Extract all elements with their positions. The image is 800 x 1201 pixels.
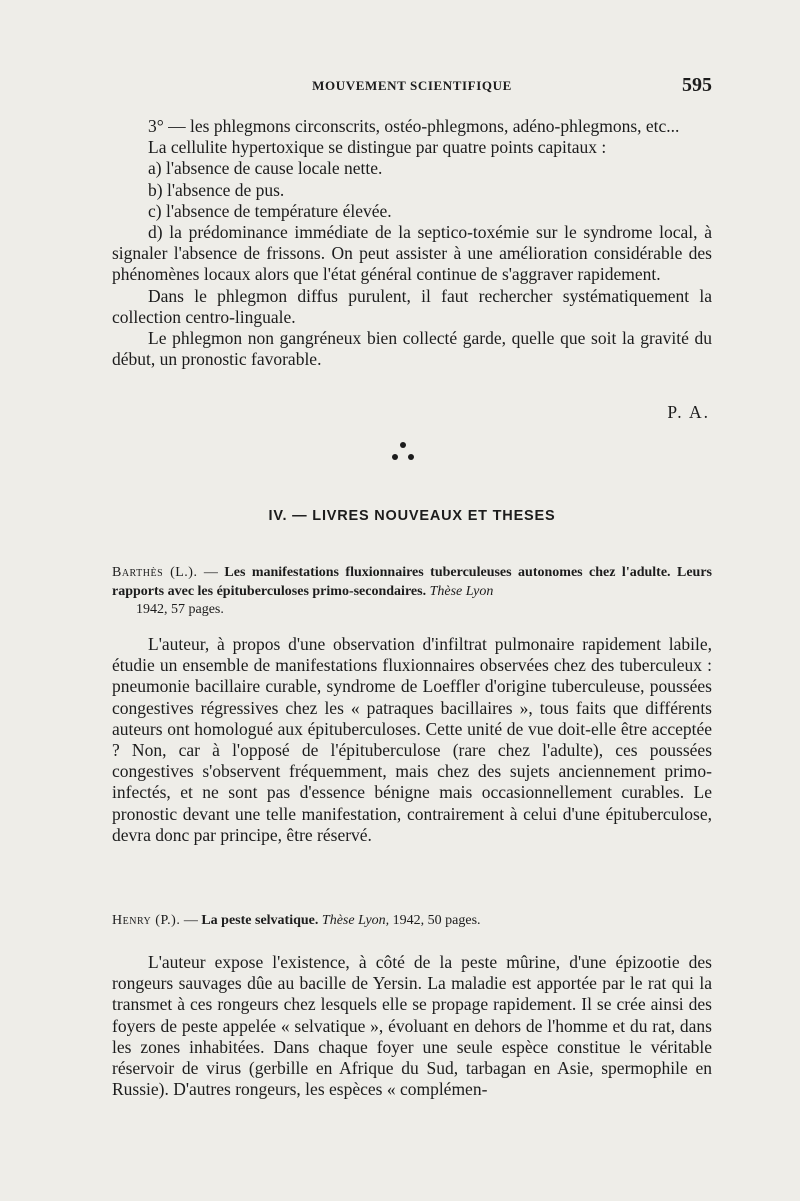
reference-henry bbox=[112, 912, 712, 931]
review-henry bbox=[112, 952, 712, 1100]
ref-details: 1942, 57 pages. bbox=[136, 602, 224, 617]
ref-title: La peste selvatique. bbox=[201, 913, 319, 928]
running-title: MOUVEMENT SCIENTIFIQUE bbox=[312, 78, 512, 93]
section-title: IV. — LIVRES NOUVEAUX ET THESES bbox=[268, 508, 556, 524]
review-paragraph: L'auteur, à propos d'une observation d'infiltrat pulmonaire rapidement labile, étudie un ensemble de manifestations fluxionnaires observées chez des tuberculeux : pneumonie bacillaire curable, syndrome de Loeffler d'origine tuberculeuse, poussées congestives régressives chez les « patraques bacillaires », tous faits que différents auteurs ont homologué aux épituberculoses. Cette unité de vue doit-elle être acceptée ? Non, car à l'opposé de l'épituberculose (rare chez l'adulte), ces poussées congestives s'observent fréquemment, mais chez des sujets anciennement primo-infectés, et ne sont pas d'essence bénigne mais occasionnellement curables. Le pronostic devant une telle manifestation, contrairement à celui d'une épituberculose, devra donc par principe, être réservé. bbox=[112, 634, 712, 845]
paragraph-cellulite: La cellulite hypertoxique se distingue par quatre points capitaux : bbox=[148, 137, 607, 158]
ref-dash: — bbox=[197, 565, 225, 580]
page-number: 595 bbox=[682, 74, 712, 96]
paragraph-pronostic: Le phlegmon non gangréneux bien collecté garde, quelle que soit la gravité du début, un pronostic favorable. bbox=[112, 328, 712, 370]
paragraph-d: d) la prédominance immédiate de la septico-toxémie sur le syndrome local, à signaler l'absence de frissons. On peut assister à une amélioration considérable des phénomènes locaux alors que l'état général continue de s'aggraver rapidement. bbox=[112, 222, 712, 285]
list-item-b: b) l'absence de pus. bbox=[148, 179, 285, 200]
ref-author: Henry (P.). bbox=[112, 913, 181, 928]
list-item-c: c) l'absence de température élevée. bbox=[148, 200, 392, 221]
ref-publication: Thèse Lyon, bbox=[321, 913, 390, 928]
ref-dash: — bbox=[180, 913, 202, 928]
review-paragraph: L'auteur expose l'existence, à côté de la peste mûrine, d'une épizootie des rongeurs sauvages dûe au bacille de Yersin. La maladie est apportée par le rat qui la transmet à ces rongeurs chez lesquels elle se propage rapidement. Il se crée ainsi des foyers de peste appelée « selvatique », évoluant en dehors de l'homme et du rat, dans les zones inhabitées. Dans chaque foyer une seule espèce constitue le véritable réservoir de virus (gerbille en Afrique du Sud, tarbagan en Asie, spermophile en Russie). D'autres rongeurs, les espèces « complémen- bbox=[112, 952, 712, 1100]
ref-details: 1942, 50 pages. bbox=[389, 913, 481, 928]
ref-author: Barthès (L.). bbox=[112, 565, 198, 580]
ref-publication: Thèse Lyon bbox=[429, 583, 494, 599]
top-section bbox=[112, 116, 712, 370]
reference-barthes bbox=[112, 564, 712, 620]
review-barthes bbox=[112, 634, 712, 846]
paragraph-phlegmon-diffus: Dans le phlegmon diffus purulent, il faut rechercher systématiquement la collection centro-linguale. bbox=[112, 285, 712, 327]
ref-title: Les manifestations fluxionnaires tuberculeuses autonomes chez l'adulte. Leurs rapports avec les épituberculoses primo-secondaires. bbox=[112, 565, 713, 599]
paragraph-phlegmons: 3° — les phlegmons circonscrits, ostéo-phlegmons, adéno-phlegmons, etc... bbox=[148, 116, 680, 136]
signature: P. A. bbox=[667, 402, 710, 422]
list-item-a: a) l'absence de cause locale nette. bbox=[148, 158, 383, 179]
page-header bbox=[112, 74, 712, 98]
asterism-ornament bbox=[388, 440, 418, 464]
